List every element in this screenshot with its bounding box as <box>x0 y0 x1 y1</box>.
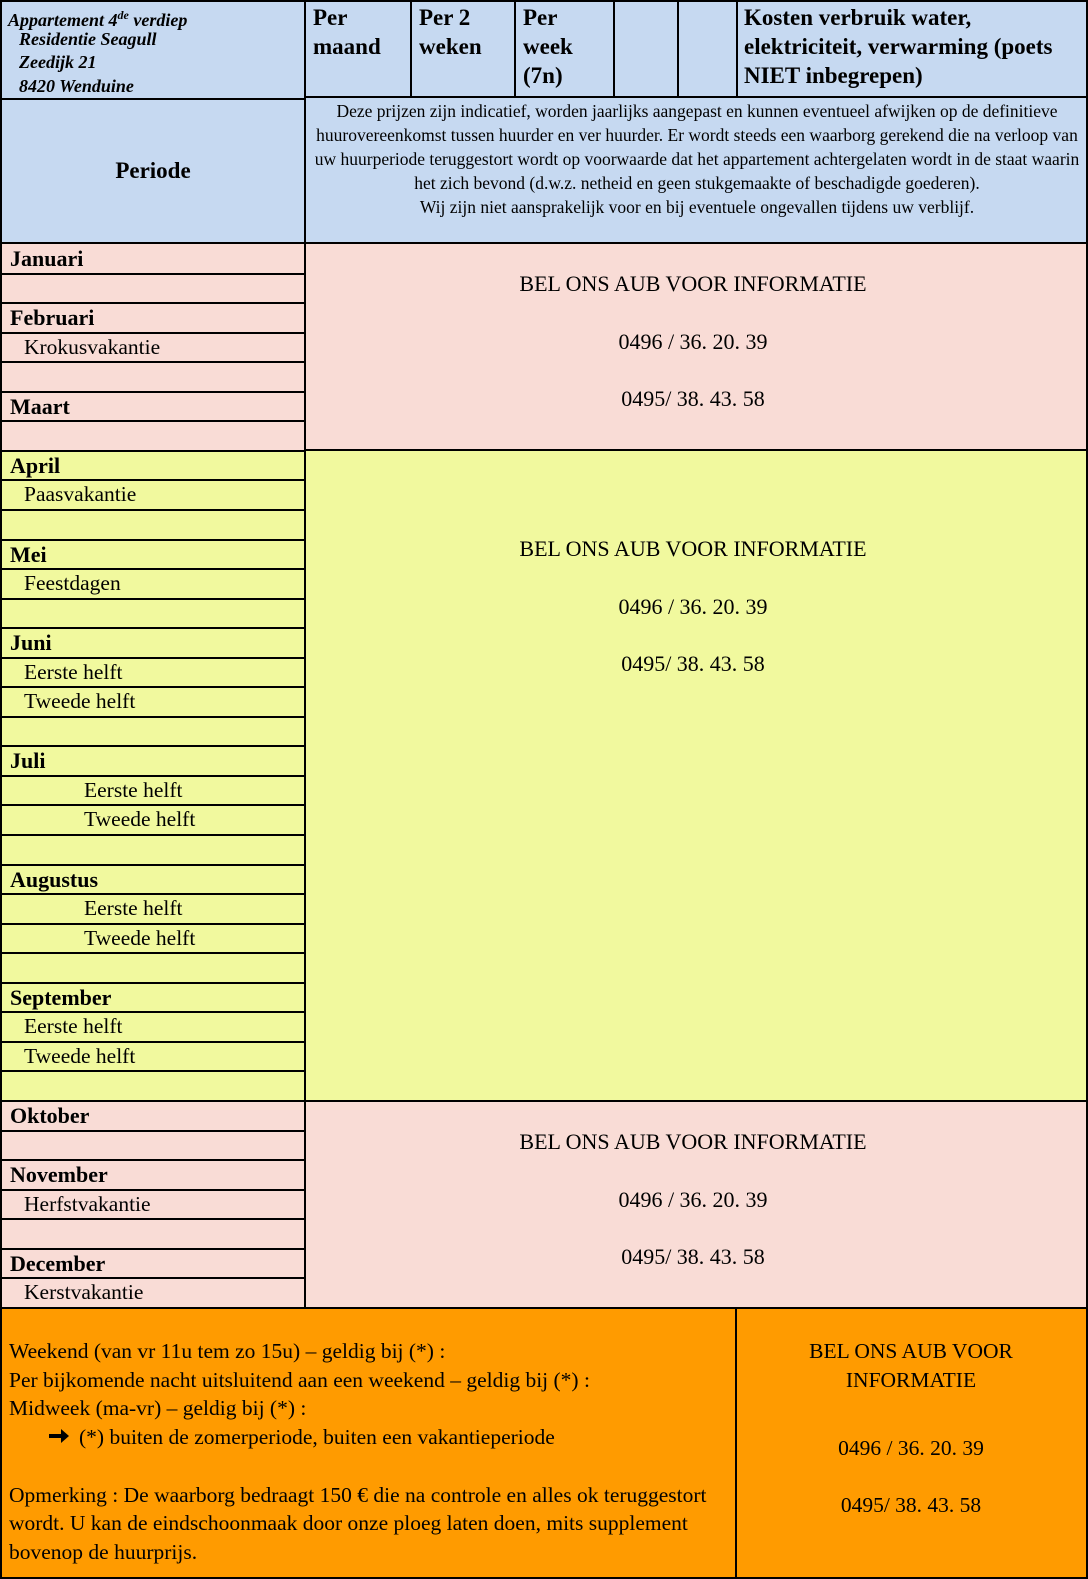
period-month: Juni <box>10 630 52 656</box>
phone-number-1: 0496 / 36. 20. 39 <box>618 1187 768 1212</box>
period-subperiod: Tweede helft <box>24 1043 136 1068</box>
period-month: December <box>10 1250 106 1276</box>
period-subperiod: Herfstvakantie <box>24 1191 151 1216</box>
info-title: BEL ONS AUB VOOR INFORMATIE <box>809 1339 1013 1392</box>
grid-line <box>0 864 306 866</box>
period-subperiod: Paasvakantie <box>24 482 137 507</box>
grid-line <box>0 242 1088 244</box>
grid-line <box>0 479 306 481</box>
grid-line <box>0 745 306 747</box>
deposit-remark: Opmerking : De waarborg bedraagt 150 € die na controle en alles ok teruggestort wordt. U kan de eindschoonmaak door onze ploeg laten doen, mits supplement bovenop de huurprijs. <box>9 1482 707 1564</box>
period-blank <box>2 421 312 451</box>
grid-line <box>0 775 306 777</box>
period-blank <box>2 362 312 392</box>
grid-line <box>0 332 306 334</box>
grid-line <box>304 449 1088 451</box>
phone-number-2: 0495/ 38. 43. 58 <box>840 1492 982 1517</box>
phone-number-1: 0496 / 36. 20. 39 <box>618 594 768 619</box>
period-subperiod: Feestdagen <box>24 571 121 596</box>
grid-line <box>0 598 306 600</box>
period-month: November <box>10 1162 108 1188</box>
info-title: BEL ONS AUB VOOR INFORMATIE <box>519 1129 867 1154</box>
address-line-1 <box>8 4 308 28</box>
disclaimer <box>308 99 1086 219</box>
period-blank <box>2 835 312 865</box>
grid-line <box>613 0 615 98</box>
grid-line <box>0 716 306 718</box>
grid-line <box>0 923 306 925</box>
phone-number-2: 0495/ 38. 43. 58 <box>621 1244 765 1269</box>
period-month: April <box>10 452 61 478</box>
footer-info-spacer <box>738 1394 1084 1434</box>
grid-line <box>0 539 306 541</box>
period-subperiod: Eerste helft <box>84 896 183 921</box>
grid-line <box>304 0 306 1308</box>
period-month: September <box>10 984 112 1010</box>
midweek-rate: Midweek (ma-vr) – geldig bij (*) : <box>9 1396 307 1420</box>
grid-line <box>0 568 306 570</box>
phone-number-1: 0496 / 36. 20. 39 <box>838 1436 984 1460</box>
info-block-summer <box>308 450 1086 1101</box>
grid-line <box>0 1218 306 1220</box>
condition-line <box>9 1423 729 1453</box>
period-blank <box>2 510 312 540</box>
grid-line <box>304 1100 1088 1102</box>
grid-line <box>0 1011 306 1013</box>
footer-conditions <box>9 1337 729 1566</box>
col-per-2-weeks: Per 2 weken <box>419 5 482 59</box>
period-blank <box>2 274 312 304</box>
period-subperiod: Eerste helft <box>84 777 183 802</box>
disclaimer-text: Deze prijzen zijn indicatief, worden jaarlijks aangepast en kunnen eventueel afwijken op de definitieve huurovereenkomst tussen huurder en ver huurder. Er wordt steeds een waarborg gerekend die na verloop van uw huurperiode teruggestort wordt op voorwaarde dat het appartement achtergelaten wordt in de staat waarin het zich bevond (d.w.z. netheid en geen stukgemaakte of beschadigde goederen). <box>314 101 1080 193</box>
period-subperiod: Kerstvakantie <box>24 1280 144 1305</box>
grid-line <box>0 1277 306 1279</box>
phone-number-2: 0495/ 38. 43. 58 <box>621 651 765 676</box>
grid-line <box>0 420 306 422</box>
col-costs: Kosten verbruik water, elektriciteit, verwarming (poets NIET inbegrepen) <box>744 5 1053 88</box>
grid-line <box>0 302 306 304</box>
grid-line <box>0 98 306 100</box>
phone-number-2: 0495/ 38. 43. 58 <box>621 386 765 411</box>
info-title: BEL ONS AUB VOOR INFORMATIE <box>519 271 867 296</box>
grid-line <box>0 450 306 452</box>
address-line-3: Zeedijk 21 <box>19 52 97 72</box>
grid-line <box>0 1100 306 1102</box>
period-subperiod: Tweede helft <box>24 689 136 714</box>
footer-info <box>738 1337 1084 1519</box>
border-top <box>0 0 1088 2</box>
info-block-winter <box>308 244 1086 450</box>
grid-line <box>0 361 306 363</box>
grid-line <box>410 0 412 98</box>
grid-line <box>677 0 679 98</box>
address-line-1-main: Appartement 4 <box>8 10 118 30</box>
grid-line <box>0 893 306 895</box>
border-left <box>0 0 2 1579</box>
period-month: Januari <box>10 246 84 271</box>
period-blank <box>2 717 312 747</box>
period-blank <box>2 1219 312 1249</box>
address-line-4: 8420 Wenduine <box>19 75 134 96</box>
address-line-2: Residentie Seagull <box>19 28 157 49</box>
grid-line <box>0 1189 306 1191</box>
grid-line <box>0 1159 306 1161</box>
col-per-week: Per week (7n) <box>523 5 573 88</box>
grid-line <box>0 273 306 275</box>
grid-line <box>0 1248 306 1250</box>
footer-info-spacer-2 <box>738 1463 1084 1491</box>
grid-line <box>0 1130 306 1132</box>
info-block-autumn <box>308 1101 1086 1308</box>
grid-line <box>514 0 516 98</box>
phone-number-1: 0496 / 36. 20. 39 <box>618 329 768 354</box>
address-line-1-tail: verdiep <box>128 10 188 30</box>
grid-line <box>736 0 738 98</box>
address-superscript: de <box>117 8 129 22</box>
grid-line <box>0 686 306 688</box>
period-month: Juli <box>10 748 46 774</box>
grid-line <box>735 1308 737 1579</box>
weekend-rate: Weekend (van vr 11u tem zo 15u) – geldig bij (*) : <box>9 1339 446 1363</box>
grid-line <box>0 1307 1088 1309</box>
grid-line <box>0 834 306 836</box>
period-blank <box>2 599 312 629</box>
period-label: Periode <box>115 158 191 183</box>
period-month: Februari <box>10 305 95 331</box>
extra-night-rate: Per bijkomende nacht uitsluitend aan een weekend – geldig bij (*) : <box>9 1367 590 1392</box>
grid-line <box>0 657 306 659</box>
col-per-month: Per maand <box>313 5 381 59</box>
period-subperiod: Tweede helft <box>84 807 196 832</box>
footer-spacer <box>9 1453 729 1481</box>
period-month: Maart <box>10 393 70 419</box>
period-subperiod: Tweede helft <box>84 925 196 950</box>
period-month: Oktober <box>10 1102 90 1128</box>
period-blank <box>2 1131 312 1161</box>
disclaimer-liability: Wij zijn niet aansprakelijk voor en bij eventuele ongevallen tijdens uw verblijf. <box>419 197 975 217</box>
arrow-right-icon <box>47 1424 71 1453</box>
grid-line <box>0 982 306 984</box>
condition-text: (*) buiten de zomerperiode, buiten een vakantieperiode <box>79 1424 555 1449</box>
period-month: Augustus <box>10 866 99 892</box>
address-block <box>8 4 308 98</box>
grid-line <box>0 1041 306 1043</box>
period-month: Mei <box>10 541 47 567</box>
period-subperiod: Eerste helft <box>24 659 123 684</box>
grid-line <box>0 627 306 629</box>
grid-line <box>0 391 306 393</box>
period-blank <box>2 953 312 983</box>
grid-line <box>0 509 306 511</box>
period-blank <box>2 1071 312 1101</box>
grid-line <box>0 952 306 954</box>
period-subperiod: Eerste helft <box>24 1014 123 1039</box>
period-subperiod: Krokusvakantie <box>24 334 161 359</box>
grid-line <box>304 96 1088 98</box>
info-title: BEL ONS AUB VOOR INFORMATIE <box>519 536 867 561</box>
grid-line <box>0 804 306 806</box>
grid-line <box>0 1070 306 1072</box>
